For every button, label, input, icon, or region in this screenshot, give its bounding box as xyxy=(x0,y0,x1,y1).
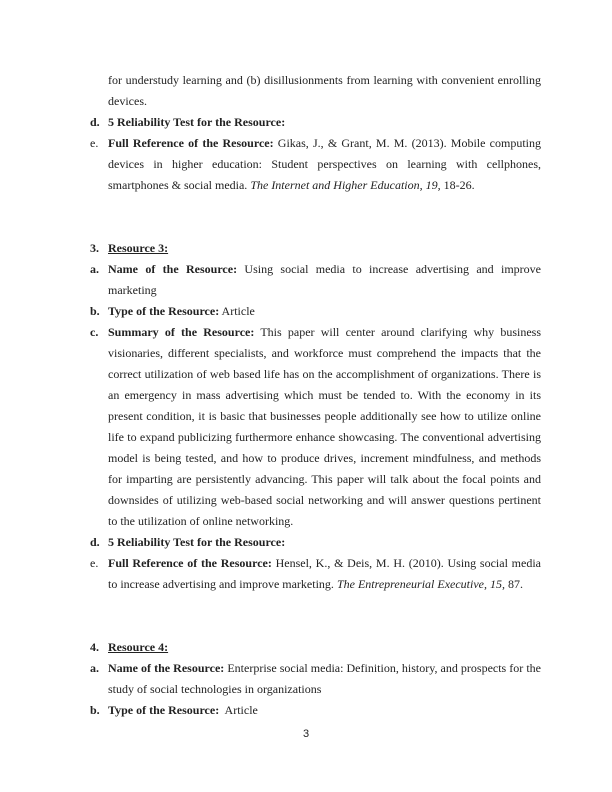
item-marker: d. xyxy=(90,535,100,549)
resource-4-heading xyxy=(90,637,541,658)
name-label: Name of the Resource: xyxy=(108,262,238,276)
reference-pages: 87. xyxy=(505,577,523,591)
reliability-label: 5 Reliability Test for the Resource: xyxy=(108,115,286,129)
resource-number: 3. xyxy=(90,241,99,255)
item-marker: a. xyxy=(90,262,99,276)
reference-text: Gikas, J., & Grant, M. M. (2013). Mobile computing devices in higher education: Student perspectives on learning with cellphones, smartphones & social media. xyxy=(108,136,541,192)
resource-number: 4. xyxy=(90,640,99,654)
reference-label: Full Reference of the Resource: xyxy=(108,556,272,570)
resource-2-reliability xyxy=(90,112,541,133)
resource-3-reference xyxy=(90,553,541,595)
name-text: Using social media to increase advertising and improve marketing xyxy=(108,262,541,297)
item-marker: b. xyxy=(90,304,100,318)
type-label: Type of the Resource: xyxy=(108,304,220,318)
resource-3-type xyxy=(90,301,541,322)
resource-heading: Resource 4: xyxy=(108,640,169,654)
resource-4-name xyxy=(90,658,541,700)
reference-pages: 18-26. xyxy=(440,178,475,192)
item-marker: d. xyxy=(90,115,100,129)
resource-heading: Resource 3: xyxy=(108,241,169,255)
summary-text: This paper will center around clarifying why business visionaries, different specialists, and workforce must comprehend the impacts that the correct utilization of web based life has on the accomplishment of organizations. There is an emergency in mass advertising which must be tended to. With the economy in its present condition, it is basic that businesses people additionally see how to utilize online life to expand publicizing furthermore enhance showcasing. The conventional advertising model is being tested, and how to produce drives, increment mindfulness, and methods for imparting are persistently advancing. This paper will talk about the focal points and downsides of utilizing web-based social networking and will answer questions pertinent to the utilization of online networking. xyxy=(108,325,541,528)
spacer xyxy=(90,595,541,637)
item-marker: e. xyxy=(90,556,99,570)
resource-3-reliability xyxy=(90,532,541,553)
resource-4-type xyxy=(90,700,541,721)
type-text: Article xyxy=(219,304,255,318)
type-label: Type of the Resource: xyxy=(108,703,220,717)
resource-3-heading xyxy=(90,238,541,259)
continuation-text xyxy=(90,70,541,112)
item-marker: a. xyxy=(90,661,99,675)
resource-3-summary xyxy=(90,322,541,532)
summary-label: Summary of the Resource: xyxy=(108,325,255,339)
reliability-label: 5 Reliability Test for the Resource: xyxy=(108,535,286,549)
document-body xyxy=(90,70,541,721)
resource-3-name xyxy=(90,259,541,301)
type-text: Article xyxy=(219,703,258,717)
spacer xyxy=(90,196,541,238)
reference-journal: The Entrepreneurial Executive, 15, xyxy=(336,577,505,591)
name-text: Enterprise social media: Definition, history, and prospects for the study of social technologies in organizations xyxy=(108,661,542,696)
reference-text: Hensel, K., & Deis, M. H. (2010). Using social media to increase advertising and improve marketing. xyxy=(108,556,541,591)
item-marker: c. xyxy=(90,325,99,339)
page-number: 3 xyxy=(302,728,310,740)
item-marker: b. xyxy=(90,703,100,717)
reference-label: Full Reference of the Resource: xyxy=(108,136,274,150)
resource-2-reference xyxy=(90,133,541,196)
name-label: Name of the Resource: xyxy=(108,661,225,675)
continuation-paragraph: for understudy learning and (b) disillusionments from learning with convenient enrolling devices. xyxy=(108,73,541,108)
item-marker: e. xyxy=(90,136,99,150)
reference-journal: The Internet and Higher Education, 19, xyxy=(250,178,441,192)
